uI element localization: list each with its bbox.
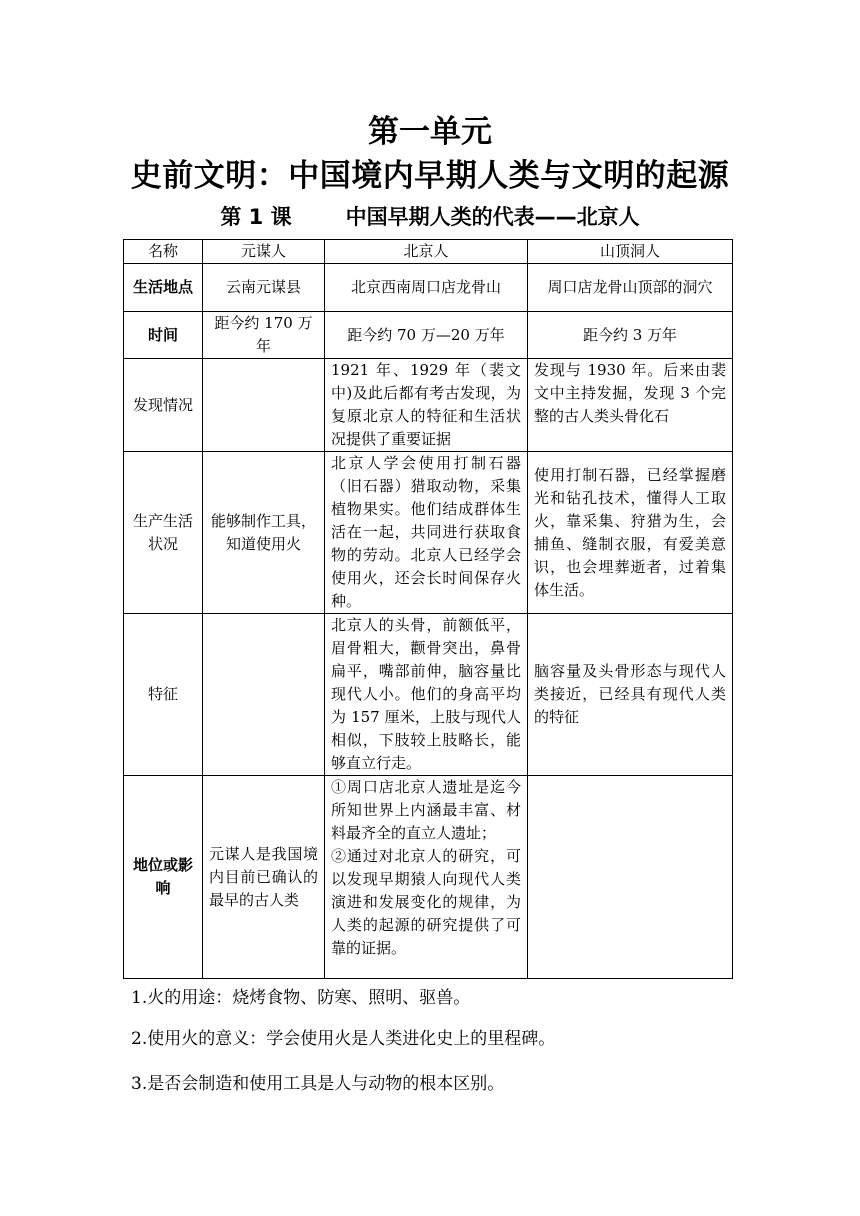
row-label: 生产生活状况 [124,452,203,614]
row-label: 生活地点 [124,264,203,312]
row-label: 时间 [124,312,203,359]
table-cell: 北京人学会使用打制石器（旧石器）猎取动物，采集植物果实。他们结成群体生活在一起，共同进行获取食物的劳动。北京人已经学会使用火，还会长时间保存火种。 [325,452,528,614]
table-cell: 脑容量及头骨形态与现代人类接近，已经具有现代人类的特征 [528,614,733,776]
lesson-heading [0,201,860,231]
table-cell: 北京西南周口店龙骨山 [325,264,528,312]
table-cell [325,776,528,979]
lesson-number: 第 1 课 [220,205,292,229]
row-label: 发现情况 [124,359,203,452]
header-cell: 元谋人 [203,240,325,264]
header-cell: 名称 [124,240,203,264]
note-item: 1.火的用途：烧烤食物、防寒、照明、驱兽。 [131,988,471,1008]
table-cell: 距今约 170 万年 [203,312,325,359]
table-row [124,614,733,776]
table-cell: 元谋人是我国境内目前已确认的最早的古人类 [203,776,325,979]
table-cell [528,776,733,979]
table-cell-paragraph: ②通过对北京人的研究，可以发现早期猿人向现代人类演进和发展变化的规律，为人类的起源的研究提供了可靠的证据。 [331,847,521,957]
note-item: 2.使用火的意义：学会使用火是人类进化史上的里程碑。 [131,1029,556,1049]
row-label: 特征 [124,614,203,776]
comparison-table [123,239,733,979]
header-cell: 北京人 [325,240,528,264]
table-cell [203,359,325,452]
unit-title: 第一单元 [368,114,492,150]
table-row [124,776,733,979]
table-cell-paragraph: ①周口店北京人遗址是迄今所知世界上内涵最丰富、材料最齐全的直立人遗址； [331,778,521,842]
note-item: 3.是否会制造和使用工具是人与动物的根本区别。 [131,1074,505,1094]
table-cell: 距今约 70 万—20 万年 [325,312,528,359]
header-cell: 山顶洞人 [528,240,733,264]
table-cell: 云南元谋县 [203,264,325,312]
table-cell: 能够制作工具，知道使用火 [203,452,325,614]
table-cell: 距今约 3 万年 [528,312,733,359]
unit-subtitle: 史前文明：中国境内早期人类与文明的起源 [130,158,730,194]
table-row [124,264,733,312]
table-cell [203,614,325,776]
table-cell: 北京人的头骨，前额低平，眉骨粗大，颧骨突出，鼻骨扁平，嘴部前伸，脑容量比现代人小。他们的身高平均为 157 厘米，上肢与现代人相似，下肢较上肢略长，能够直立行走。 [325,614,528,776]
table-cell: 使用打制石器，已经掌握磨光和钻孔技术，懂得人工取火，靠采集、狩猎为生，会捕鱼、缝制衣服，有爱美意识，也会埋葬逝者，过着集体生活。 [528,452,733,614]
table-row [124,359,733,452]
table-cell: 1921 年、1929 年（裴文中)及此后都有考古发现，为复原北京人的特征和生活状况提供了重要证据 [325,359,528,452]
table-cell: 发现与 1930 年。后来由裴文中主持发掘，发现 3 个完整的古人类头骨化石 [528,359,733,452]
lesson-title: 中国早期人类的代表——北京人 [345,205,640,229]
table-header-row [124,240,733,264]
table-cell: 周口店龙骨山顶部的洞穴 [528,264,733,312]
row-label: 地位或影响 [124,776,203,979]
table-row [124,312,733,359]
table-row [124,452,733,614]
